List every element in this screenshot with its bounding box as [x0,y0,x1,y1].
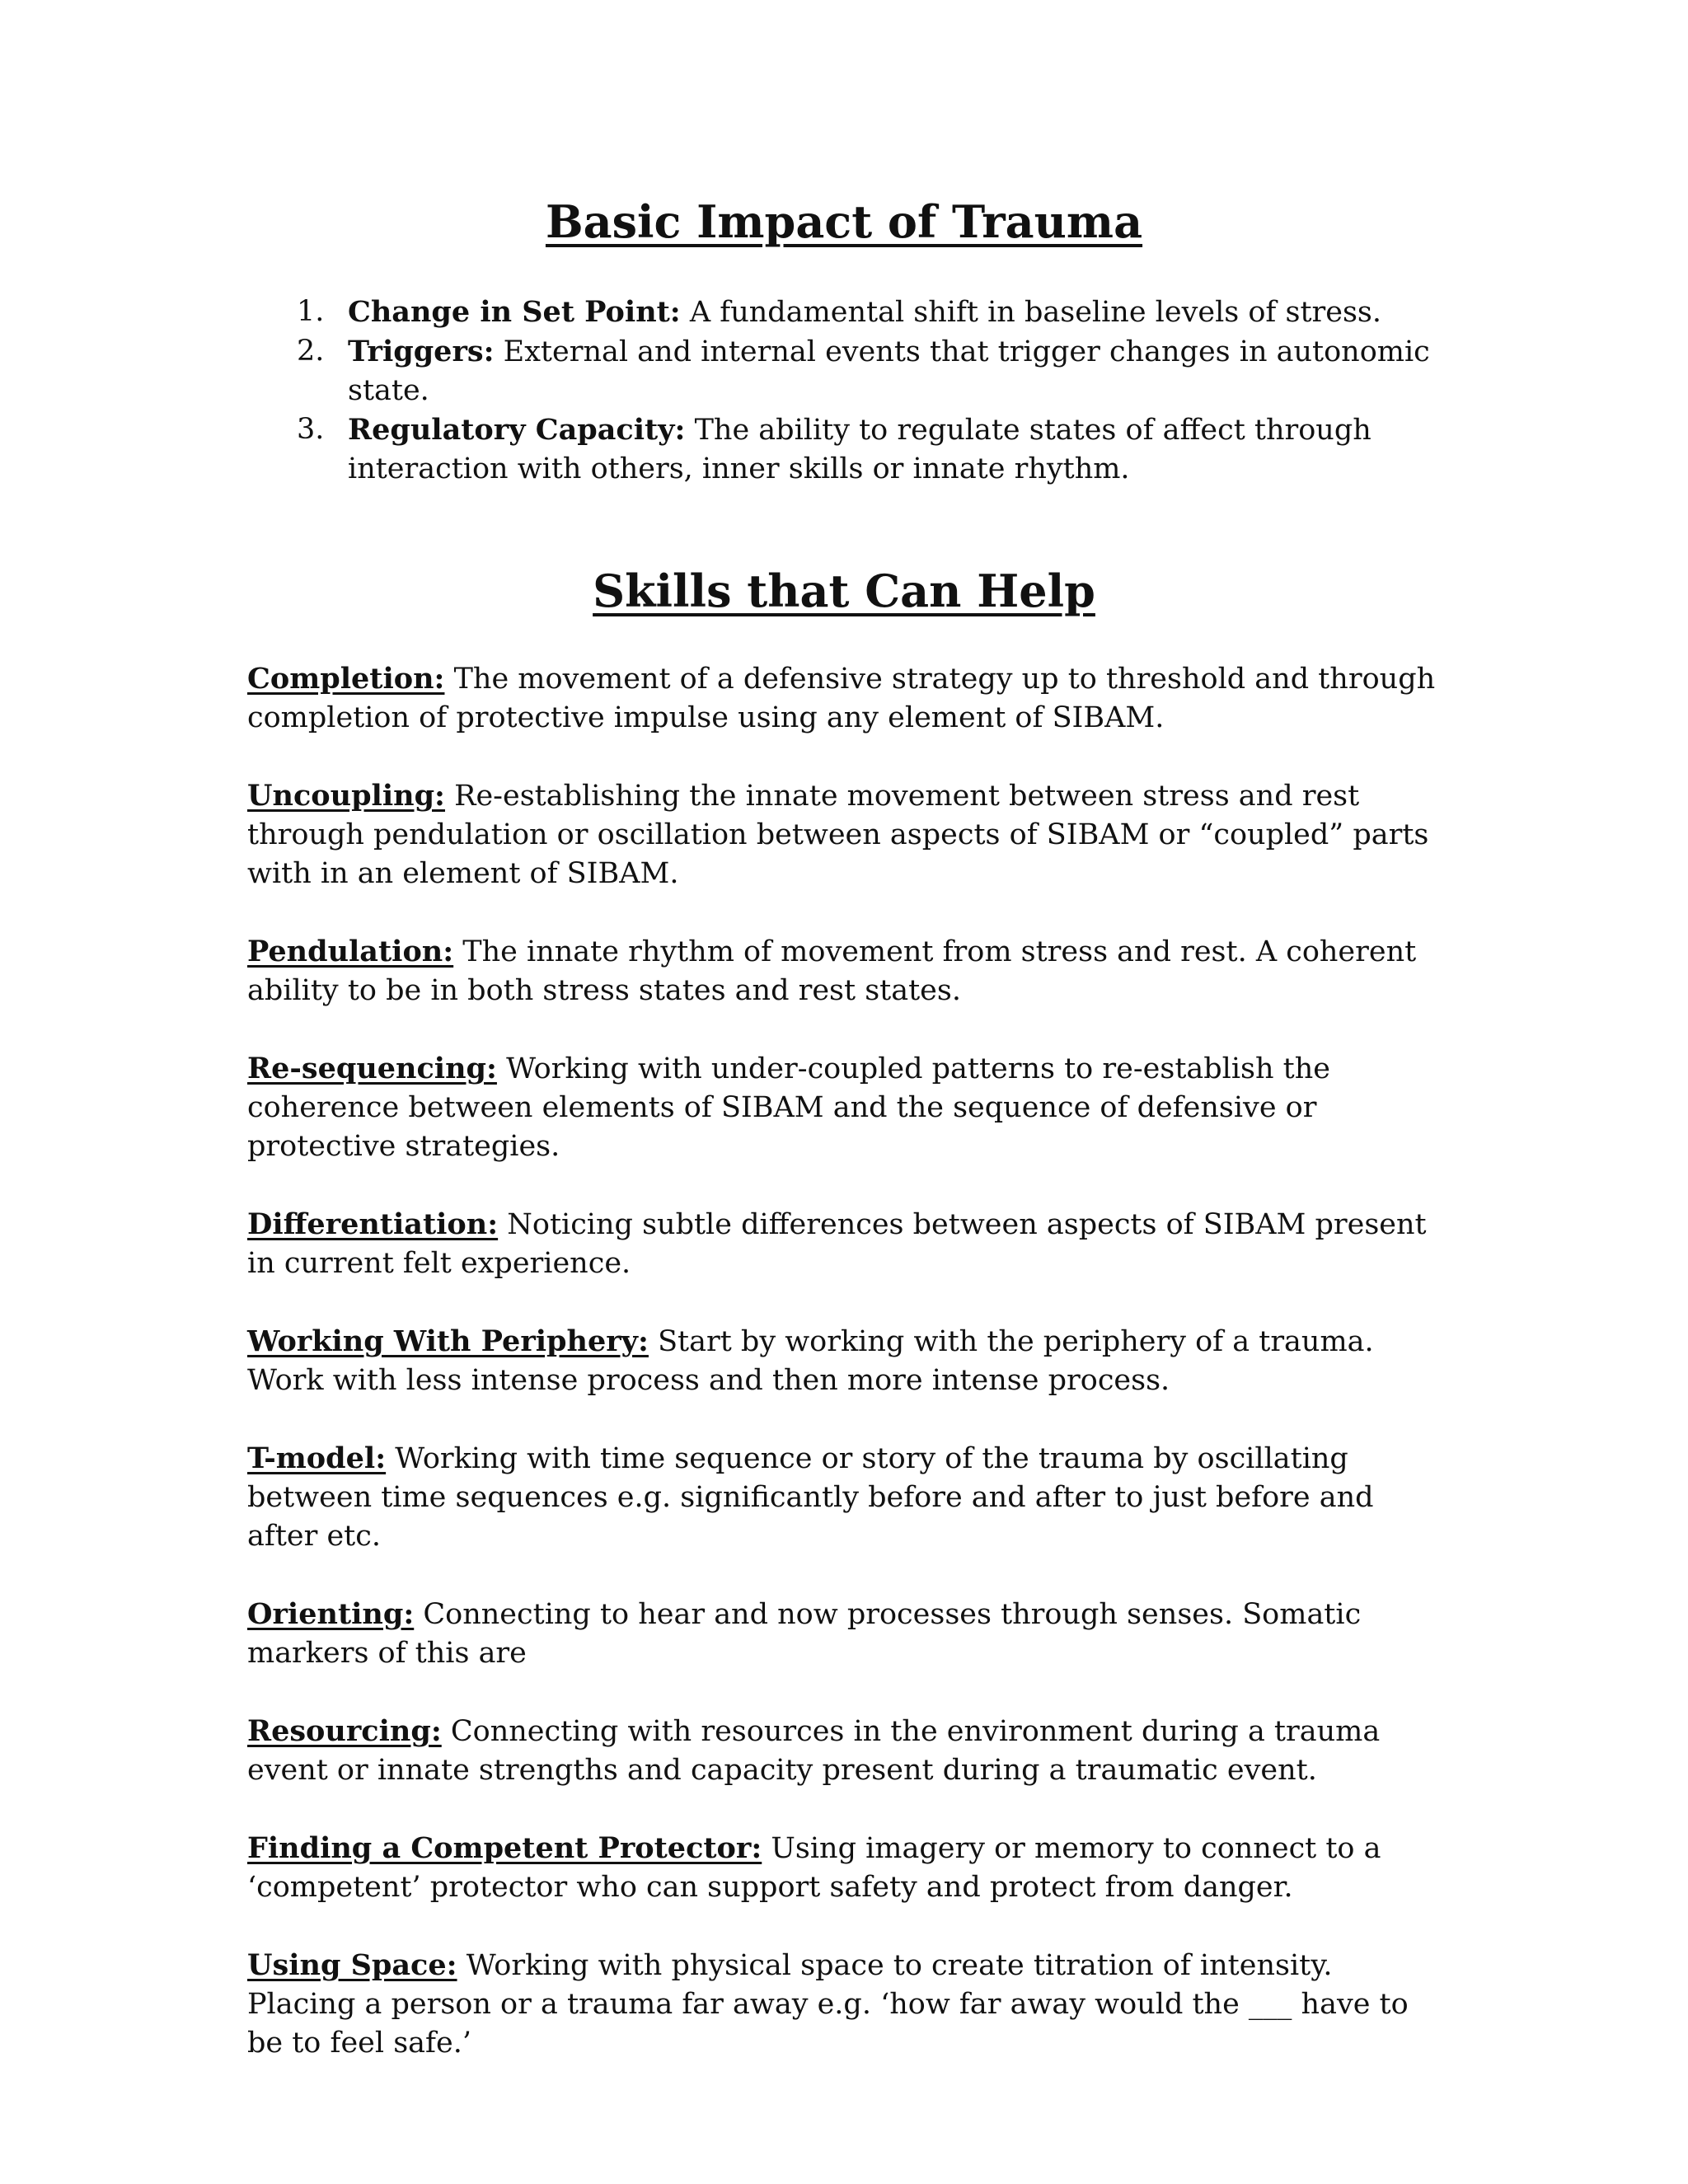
impact-item-3 [247,410,1434,489]
impact-item-number: 1. [297,295,325,328]
skill-term: Uncoupling: [247,779,445,813]
skill-differentiation [247,1205,1442,1283]
skill-description: Connecting to hear and now processes through senses. Somatic markers of this are [247,1598,1362,1670]
skill-using-space [247,1946,1442,2063]
skill-orienting [247,1595,1442,1673]
skill-term: Using Space: [247,1948,457,1982]
skill-term: Orienting: [247,1597,415,1631]
skill-re-sequencing [247,1049,1442,1166]
skill-pendulation [247,932,1442,1010]
impact-item-text: A fundamental shift in baseline levels of stress. [680,296,1382,329]
skill-term: Resourcing: [247,1714,442,1748]
skill-description: Connecting with resources in the environment during a trauma event or innate strengths and capacity present during a traumatic event. [247,1715,1381,1787]
impact-title: Basic Impact of Trauma [545,195,1143,248]
skill-term: Finding a Competent Protector: [247,1831,762,1865]
skill-description: Working with under-coupled patterns to re-establish the coherence between elements of SIBAM and the sequence of defensive or protective strategies. [247,1052,1330,1163]
skill-description: Working with time sequence or story of the trauma by oscillating between time sequences e.g. significantly before and after to just before and after etc. [247,1442,1374,1553]
skill-description: The innate rhythm of movement from stress and rest. A coherent ability to be in both stress states and rest states. [247,935,1417,1007]
skill-term: T-model: [247,1441,387,1475]
skill-term: Working With Periphery: [247,1324,649,1358]
skill-description: Working with physical space to create titration of intensity. Placing a person or a trauma far away e.g. ‘how far away would the ___ have to be to feel safe.’ [247,1949,1409,2060]
skill-term: Completion: [247,662,445,696]
skill-description: The movement of a defensive strategy up to threshold and through completion of protective impulse using any element of SIBAM. [247,663,1436,734]
impact-item-term: Regulatory Capacity: [348,413,686,447]
skill-finding-a-competent-protector [247,1829,1442,1907]
skill-term: Pendulation: [247,935,454,968]
impact-item-text: The ability to regulate states of affect through interaction with others, inner skills or innate rhythm. [348,414,1372,485]
skill-resourcing [247,1712,1442,1790]
skill-working-with-periphery [247,1322,1442,1400]
impact-item-term: Triggers: [348,335,495,368]
impact-item-2 [247,332,1434,410]
impact-item-number: 3. [297,413,325,446]
skill-t-model [247,1439,1442,1556]
impact-item-term: Change in Set Point: [348,295,681,329]
skill-description: Noticing subtle differences between aspects of SIBAM present in current felt experience. [247,1208,1427,1280]
skills-title: Skills that Can Help [593,565,1095,617]
skill-uncoupling [247,776,1442,893]
skill-description: Re-establishing the innate movement between stress and rest through pendulation or oscillation between aspects of SIBAM or “coupled” parts with in an element of SIBAM. [247,780,1429,890]
impact-item-1 [247,293,1434,332]
impact-list [247,293,1434,489]
skill-description: Using imagery or memory to connect to a ‘competent’ protector who can support safety and protect from danger. [247,1832,1381,1904]
impact-item-text: External and internal events that trigger changes in autonomic state. [348,335,1430,407]
skill-description: Start by working with the periphery of a trauma. Work with less intense process and then more intense process. [247,1325,1374,1397]
impact-item-number: 2. [297,335,325,368]
skill-completion [247,659,1442,738]
skills-list [247,659,1442,2102]
skill-term: Differentiation: [247,1207,499,1241]
skill-term: Re-sequencing: [247,1052,497,1085]
